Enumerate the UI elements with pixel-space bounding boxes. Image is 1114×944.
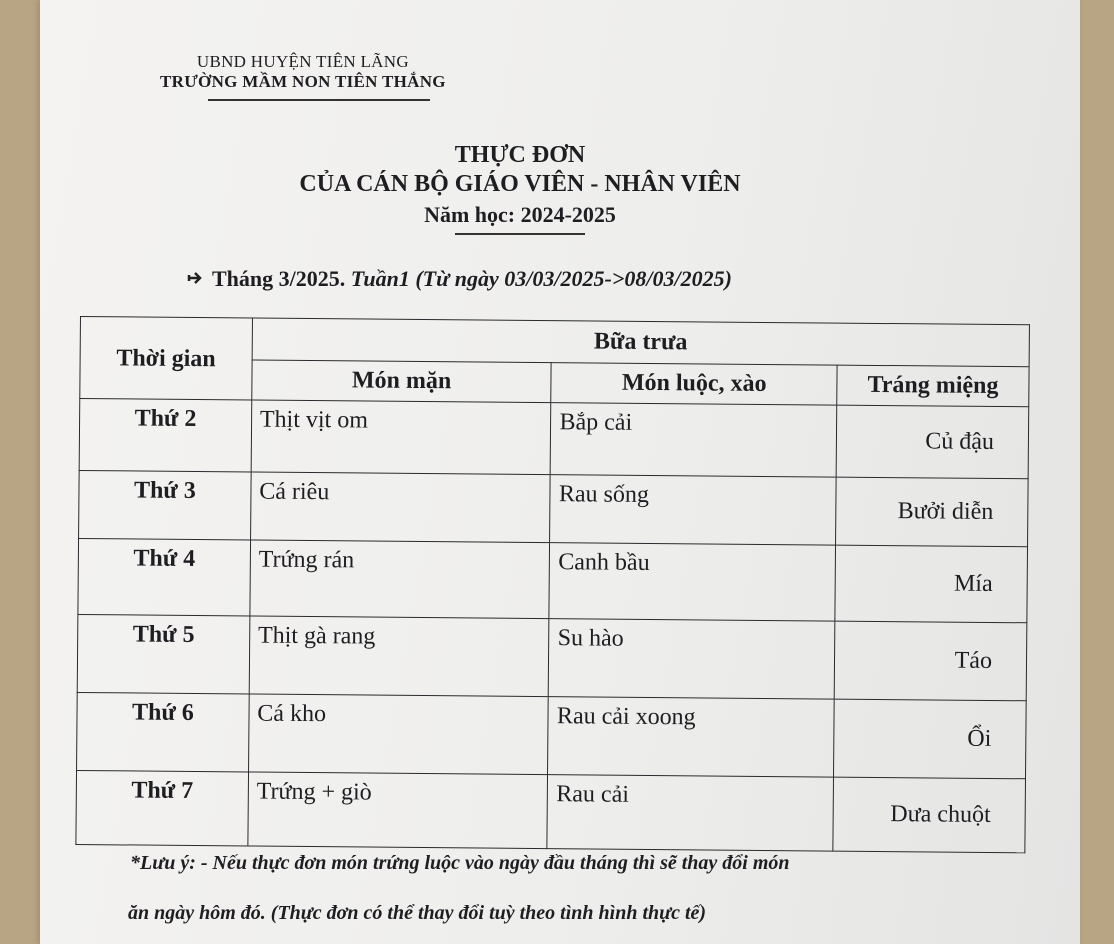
table-row <box>79 399 1029 479</box>
note-line-2: ăn ngày hôm đó. (Thực đơn có thể thay đổi tuỳ theo tình hình thực tế) <box>128 902 707 924</box>
row-day: Thứ 2 <box>79 399 251 472</box>
row-dessert: Mía <box>835 545 1028 623</box>
title-underline <box>455 233 585 235</box>
row-dessert: Táo <box>834 621 1027 701</box>
table-row <box>76 770 1026 852</box>
row-main-dish: Cá kho <box>248 694 548 775</box>
title-block <box>190 142 850 235</box>
org-header <box>160 52 446 95</box>
week-range: Tuần1 (Từ ngày 03/03/2025->08/03/2025) <box>350 266 732 291</box>
arrow-bullet-icon <box>186 266 206 292</box>
table-row <box>79 470 1029 546</box>
row-veg-dish: Rau cải xoong <box>548 697 834 777</box>
row-veg-dish: Rau sống <box>550 475 836 545</box>
row-veg-dish: Su hào <box>549 619 835 699</box>
org-school: TRƯỜNG MẦM NON TIÊN THẮNG <box>160 72 446 91</box>
row-main-dish: Trứng + giò <box>248 772 548 849</box>
table-row <box>77 614 1027 700</box>
note-line-1: *Lưu ý: - Nếu thực đơn món trứng luộc vào ngày đầu tháng thì sẽ thay đổi món <box>130 852 790 874</box>
row-main-dish: Thịt vịt om <box>251 400 551 475</box>
row-main-dish: Trứng rán <box>250 540 550 619</box>
row-veg-dish: Rau cải <box>547 775 833 851</box>
header-veg-dish: Món luộc, xào <box>551 363 837 405</box>
header-lunch: Bữa trưa <box>252 318 1030 367</box>
doc-title: THỰC ĐƠN <box>454 142 586 168</box>
week-heading <box>186 266 732 292</box>
org-underline <box>208 99 430 101</box>
row-veg-dish: Bắp cải <box>551 403 837 477</box>
row-day: Thứ 7 <box>76 770 248 845</box>
row-dessert: Ổi <box>834 699 1027 779</box>
row-dessert: Bưởi diễn <box>836 477 1028 547</box>
row-main-dish: Cá riêu <box>250 472 550 543</box>
week-month: Tháng 3/2025. <box>212 266 346 291</box>
table-row <box>77 692 1027 778</box>
row-day: Thứ 5 <box>77 614 250 693</box>
row-main-dish: Thịt gà rang <box>249 616 549 697</box>
table-row <box>78 538 1028 622</box>
row-dessert: Dưa chuột <box>833 777 1026 853</box>
doc-subtitle: CỦA CÁN BỘ GIÁO VIÊN - NHÂN VIÊN <box>299 171 741 197</box>
school-year: Năm học: 2024-2025 <box>424 202 616 227</box>
row-day: Thứ 3 <box>79 470 251 539</box>
org-district: UBND HUYỆN TIÊN LÃNG <box>196 52 409 71</box>
row-day: Thứ 4 <box>78 538 250 615</box>
row-day: Thứ 6 <box>77 692 250 771</box>
header-dessert: Tráng miệng <box>837 365 1029 407</box>
header-main-dish: Món mặn <box>252 360 552 403</box>
header-time: Thời gian <box>80 317 253 400</box>
row-dessert: Củ đậu <box>836 405 1028 479</box>
row-veg-dish: Canh bầu <box>549 543 835 621</box>
menu-table <box>75 316 1030 853</box>
